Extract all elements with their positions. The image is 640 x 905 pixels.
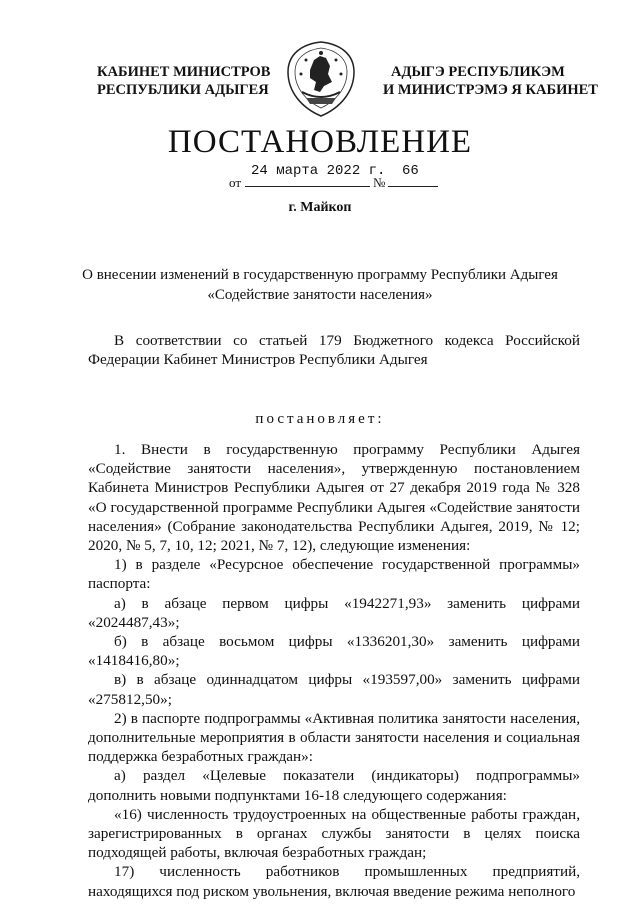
subject-line2: «Содействие занятости населения»: [207, 287, 433, 303]
document-number: 66: [402, 163, 419, 179]
date-prefix: от: [229, 175, 242, 190]
issuer-ady: [383, 63, 598, 99]
city: г. Майкоп: [288, 200, 352, 215]
issuer-ru-line1: КАБИНЕТ МИНИСТРОВ: [97, 64, 271, 80]
document-subject: [0, 265, 640, 305]
body-paragraph-8: «16) численность трудоустроенных на общественные работы граждан, зарегистрированных в органах службы занятости в целях поиска подходящей работы, включая безработных граждан;: [88, 805, 580, 862]
body-paragraph-9: 17) численность работников промышленных предприятий, находящихся под риском увольнения, включая введение режима неполного: [88, 863, 580, 900]
document-date: 24 марта 2022 г.: [251, 163, 386, 179]
body-paragraph-4: б) в абзаце восьмом цифры «1336201,30» заменить цифрами «1418416,80»;: [88, 633, 580, 670]
body-paragraph-2: 1) в разделе «Ресурсное обеспечение государственной программы» паспорта:: [88, 556, 580, 593]
date-underline: [245, 186, 370, 187]
document-body: [88, 440, 580, 901]
issuer-ru: [97, 63, 270, 99]
issuer-ady-line1: АДЫГЭ РЕСПУБЛИКЭМ: [391, 64, 565, 80]
issuer-ru-line2: РЕСПУБЛИКИ АДЫГЕЯ: [97, 82, 269, 98]
body-paragraph-1: 1. Внести в государственную программу Республики Адыгея «Содействие занятости населения», утвержденную постановлением Кабинета Министров Республики Адыгея от 27 декабря 2019 года № 328 «О государственной программе Республики Адыгея «Содействие занятости населения» (Собрание законодательства Республики Адыгея, 2019, № 12; 2020, № 5, 7, 10, 12; 2021, № 7, 12), следующие изменения:: [88, 441, 580, 555]
number-underline: [388, 186, 438, 187]
decrees-word: постановляет:: [255, 411, 385, 427]
body-paragraph-5: в) в абзаце одиннадцатом цифры «193597,00» заменить цифрами «275812,50»;: [88, 671, 580, 708]
number-label: №: [373, 175, 386, 190]
body-paragraph-3: а) в абзаце первом цифры «1942271,93» заменить цифрами «2024487,43»;: [88, 594, 580, 631]
body-paragraph-7: а) раздел «Целевые показатели (индикаторы) подпрограммы» дополнить новыми подпунктами 16-18 следующего содержания:: [88, 767, 580, 804]
issuer-ady-line2: И МИНИСТРЭМЭ Я КАБИНЕТ: [383, 82, 598, 98]
preamble-line1: В соответствии со статьей 179 Бюджетного кодекса Российской: [114, 332, 580, 349]
body-paragraph-6: 2) в паспорте подпрограммы «Активная политика занятости населения, дополнительные мероприятия в области занятости населения и социальная поддержка безработных граждан»:: [88, 709, 580, 766]
subject-line1: О внесении изменений в государственную программу Республики Адыгея: [82, 267, 558, 283]
preamble-line2: Федерации Кабинет Министров Республики Адыгея: [88, 351, 428, 369]
document-title: ПОСТАНОВЛЕНИЕ: [167, 124, 473, 160]
preamble: [88, 331, 580, 369]
coat-of-arms-emblem: [284, 40, 358, 118]
